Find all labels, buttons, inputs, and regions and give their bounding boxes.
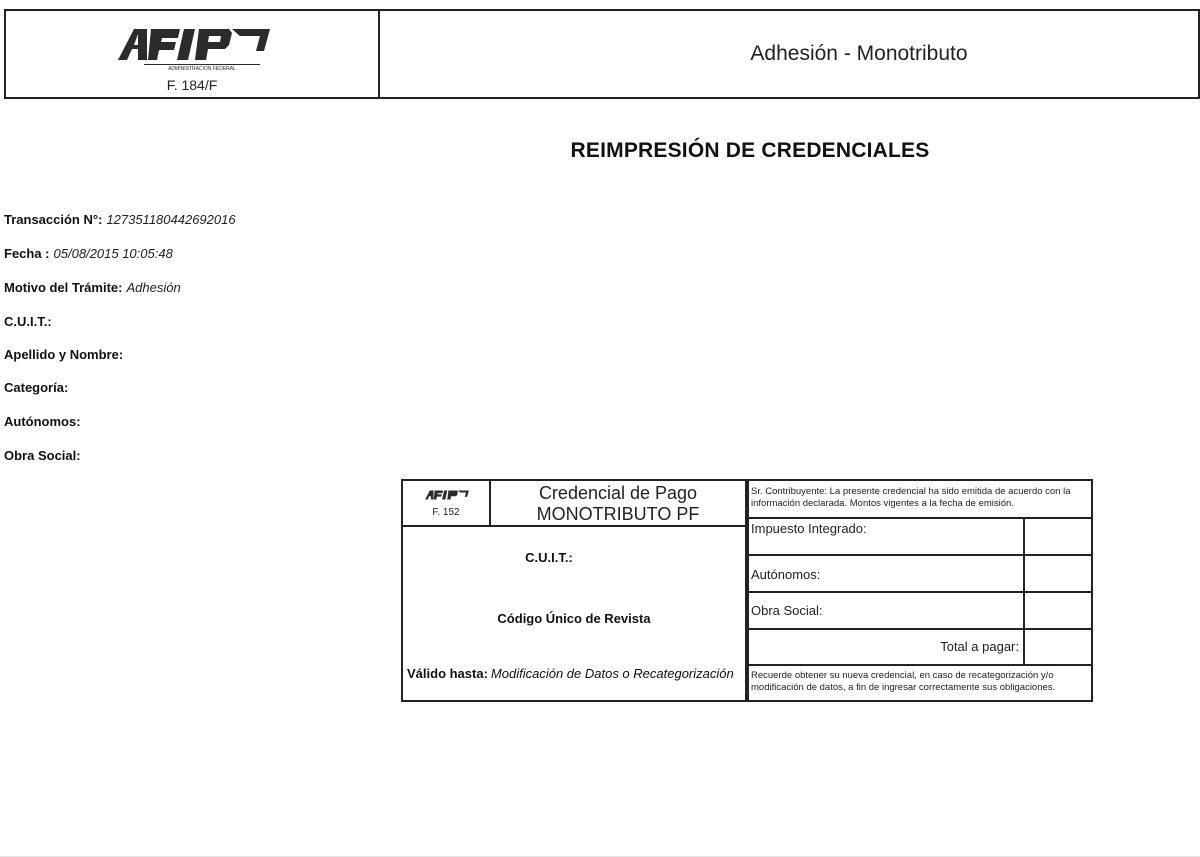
field-cuit — [4, 314, 56, 329]
field-label: Categoría: — [4, 380, 69, 395]
row-amount — [1023, 519, 1091, 554]
credential-card — [401, 479, 1093, 702]
field-obra-social — [4, 448, 85, 463]
afip-logo-icon — [114, 25, 274, 71]
form-header — [4, 9, 1200, 99]
row-label: Obra Social: — [751, 603, 823, 618]
logo-subtitle: ADMINISTRACION FEDERAL — [168, 66, 236, 71]
field-label: Fecha : — [4, 246, 50, 261]
row-total-a-pagar — [749, 630, 1091, 666]
field-value: 127351180442692016 — [106, 212, 236, 227]
credential-codigo-label: Código Único de Revista — [497, 611, 651, 626]
field-motivo — [4, 280, 181, 295]
field-label: Motivo del Trámite: — [4, 280, 123, 295]
valido-value: Modificación de Datos o Recategorización — [490, 666, 734, 681]
header-logo-cell — [6, 11, 380, 97]
row-label: Autónomos: — [751, 567, 821, 582]
afip-small-logo-icon — [424, 488, 470, 504]
field-label: Obra Social: — [4, 448, 81, 463]
credential-title — [491, 481, 745, 527]
credential-cuit-label: C.U.I.T.: — [525, 550, 573, 565]
credential-right-panel — [747, 479, 1093, 702]
row-amount — [1023, 593, 1091, 628]
header-title: Adhesión - Monotributo — [750, 42, 968, 65]
field-value: 05/08/2015 10:05:48 — [53, 246, 173, 261]
credential-valido — [407, 666, 734, 681]
credential-title-line1: Credencial de Pago — [538, 483, 698, 503]
field-apellido-nombre — [4, 347, 127, 362]
page-title: REIMPRESIÓN DE CREDENCIALES — [570, 139, 930, 162]
row-amount — [1023, 556, 1091, 591]
credential-title-line2: MONOTRIBUTO PF — [536, 504, 700, 524]
field-transaccion — [4, 212, 236, 227]
row-autonomos — [749, 556, 1091, 593]
field-label: Transacción N°: — [4, 212, 103, 227]
row-label: Total a pagar: — [940, 639, 1019, 654]
credential-notice-bottom: Recuerde obtener su nueva credencial, en caso de recategorización y/o modificación de datos, a fin de ingresar correctamente sus obligaciones. — [751, 670, 1056, 693]
field-fecha — [4, 246, 173, 261]
row-impuesto-integrado — [749, 519, 1091, 556]
credential-logo-cell — [403, 481, 491, 527]
credential-left-panel — [401, 479, 747, 702]
field-label: Apellido y Nombre: — [4, 347, 124, 362]
field-categoria — [4, 380, 72, 395]
valido-label: Válido hasta: — [407, 666, 488, 681]
field-label: C.U.I.T.: — [4, 314, 52, 329]
field-label: Autónomos: — [4, 414, 81, 429]
row-obra-social — [749, 593, 1091, 630]
row-label: Impuesto Integrado: — [751, 521, 867, 536]
row-amount — [1023, 630, 1091, 664]
field-autonomos — [4, 414, 85, 429]
credential-form-code: F. 152 — [432, 507, 460, 518]
field-value: Adhesión — [126, 280, 181, 295]
form-code: F. 184/F — [166, 77, 218, 93]
credential-notice-top: Sr. Contribuyente: La presente credencial ha sido emitida de acuerdo con la información declarada. Montos vigentes a la fecha de emisión. — [749, 481, 1091, 519]
